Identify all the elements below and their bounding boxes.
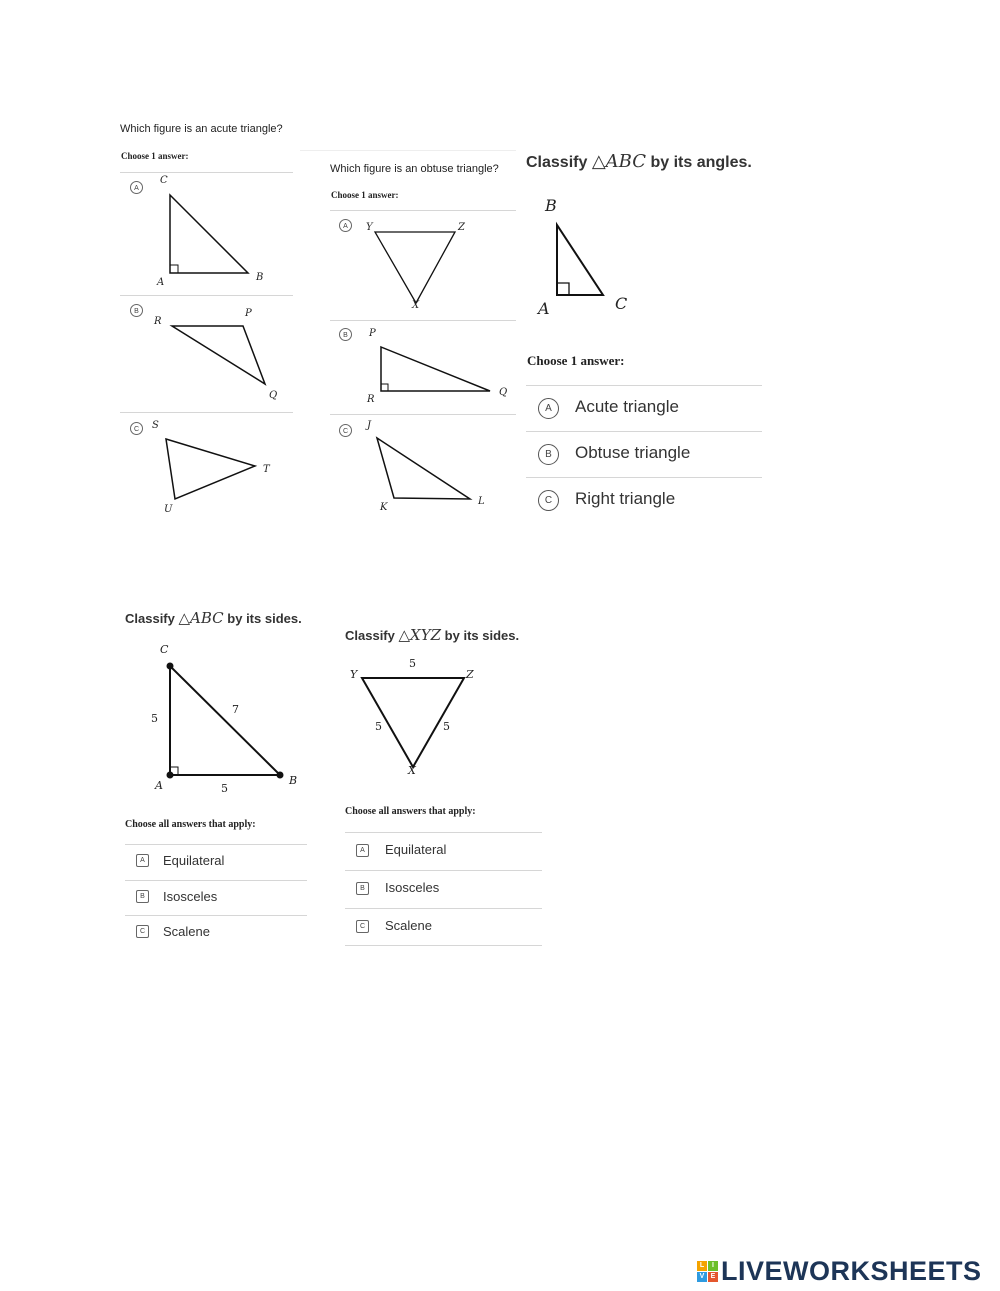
- q5-option-a-label: Equilateral: [385, 842, 447, 857]
- q2-option-c-radio[interactable]: C: [339, 424, 352, 437]
- q3-title-post: by its angles.: [650, 154, 752, 171]
- vertex-label: B: [256, 272, 264, 283]
- vertex-label: C: [160, 643, 169, 656]
- logo-text: LIVEWORKSHEETS: [721, 1255, 982, 1286]
- vertex-label: C: [615, 294, 628, 313]
- q2-option-b-radio[interactable]: B: [339, 328, 352, 341]
- liveworksheets-logo[interactable]: [697, 1255, 982, 1287]
- side-length-label: 5: [151, 712, 158, 725]
- q4-option-c-label: Scalene: [163, 924, 210, 939]
- q4-title-math: △ABC: [178, 609, 224, 627]
- vertex-label: Z: [466, 668, 474, 681]
- vertex-label: P: [369, 328, 376, 339]
- q4-title-pre: Classify: [125, 611, 175, 626]
- side-length-label: 5: [443, 720, 450, 733]
- q5-title-pre: Classify: [345, 628, 395, 643]
- side-length-label: 5: [409, 657, 416, 670]
- q2-option-a-radio[interactable]: A: [339, 219, 352, 232]
- vertex-label: A: [538, 299, 550, 318]
- q2-title: Which figure is an obtuse triangle?: [330, 163, 499, 175]
- logo-mark-letter: V: [697, 1272, 707, 1282]
- vertex-label: P: [245, 308, 252, 319]
- vertex-label: J: [367, 420, 372, 431]
- vertex-label: X: [412, 300, 420, 311]
- logo-mark-letter: E: [708, 1272, 718, 1282]
- q3-option-c-label: Right triangle: [575, 489, 676, 508]
- logo-mark-icon: [697, 1261, 718, 1282]
- q5-option-b-checkbox[interactable]: B: [356, 882, 369, 895]
- vertex-label: X: [408, 764, 416, 777]
- vertex-label: A: [157, 277, 165, 288]
- q4-option-b-label: Isosceles: [163, 889, 218, 904]
- vertex-label: T: [263, 464, 270, 475]
- q5-option-a[interactable]: [345, 833, 542, 870]
- q5-title-math: △XYZ: [398, 626, 442, 644]
- vertex-label: Q: [269, 390, 278, 401]
- q3-title-pre: Classify: [526, 154, 588, 171]
- logo-mark-letter: L: [697, 1261, 707, 1271]
- q5-title-post: by its sides.: [444, 628, 520, 643]
- vertex-label: R: [367, 394, 375, 405]
- q5-option-c-checkbox[interactable]: C: [356, 920, 369, 933]
- q3-instruction: Choose 1 answer:: [527, 353, 625, 368]
- vertex-label: B: [545, 196, 557, 215]
- vertex-label: K: [380, 502, 388, 513]
- side-length-label: 5: [221, 782, 228, 795]
- vertex-label: A: [155, 779, 163, 792]
- vertex-label: L: [478, 496, 485, 507]
- q3-option-c-radio[interactable]: C: [538, 490, 559, 511]
- q1-title: Which figure is an acute triangle?: [120, 123, 283, 135]
- q3-option-a-label: Acute triangle: [575, 397, 679, 416]
- q4-instruction: Choose all answers that apply:: [125, 819, 256, 830]
- vertex-label: Z: [458, 222, 465, 233]
- vertex-label: Y: [350, 668, 358, 681]
- side-length-label: 7: [232, 703, 239, 716]
- q1-instruction: Choose 1 answer:: [121, 151, 189, 161]
- vertex-label: Y: [366, 222, 373, 233]
- q1-option-c-radio[interactable]: C: [130, 422, 143, 435]
- q5-instruction: Choose all answers that apply:: [345, 806, 476, 817]
- q4-title-post: by its sides.: [227, 611, 302, 626]
- vertex-label: U: [164, 504, 173, 515]
- q5-option-b[interactable]: [345, 871, 542, 908]
- q4-option-a-checkbox[interactable]: A: [136, 854, 149, 867]
- q5-option-b-label: Isosceles: [385, 880, 440, 895]
- q4-option-b-checkbox[interactable]: B: [136, 890, 149, 903]
- q2-instruction: Choose 1 answer:: [331, 190, 399, 200]
- logo-mark-letter: I: [708, 1261, 718, 1271]
- q5-option-c[interactable]: [345, 909, 542, 946]
- q4-option-c-checkbox[interactable]: C: [136, 925, 149, 938]
- q3-option-b-radio[interactable]: B: [538, 444, 559, 465]
- q5-option-a-checkbox[interactable]: A: [356, 844, 369, 857]
- q5-option-c-label: Scalene: [385, 918, 432, 933]
- vertex-label: S: [152, 420, 159, 431]
- vertex-label: B: [289, 774, 298, 787]
- q3-option-b-label: Obtuse triangle: [575, 443, 691, 462]
- q1-option-a-radio[interactable]: A: [130, 181, 143, 194]
- vertex-label: R: [154, 316, 162, 327]
- q4-option-a-label: Equilateral: [163, 853, 225, 868]
- q5-divider: [345, 945, 542, 946]
- q3-option-a-radio[interactable]: A: [538, 398, 559, 419]
- side-length-label: 5: [375, 720, 382, 733]
- q1-option-b-radio[interactable]: B: [130, 304, 143, 317]
- vertex-label: C: [160, 175, 168, 186]
- vertex-label: Q: [499, 387, 508, 398]
- q3-title-math: △ABC: [591, 151, 647, 172]
